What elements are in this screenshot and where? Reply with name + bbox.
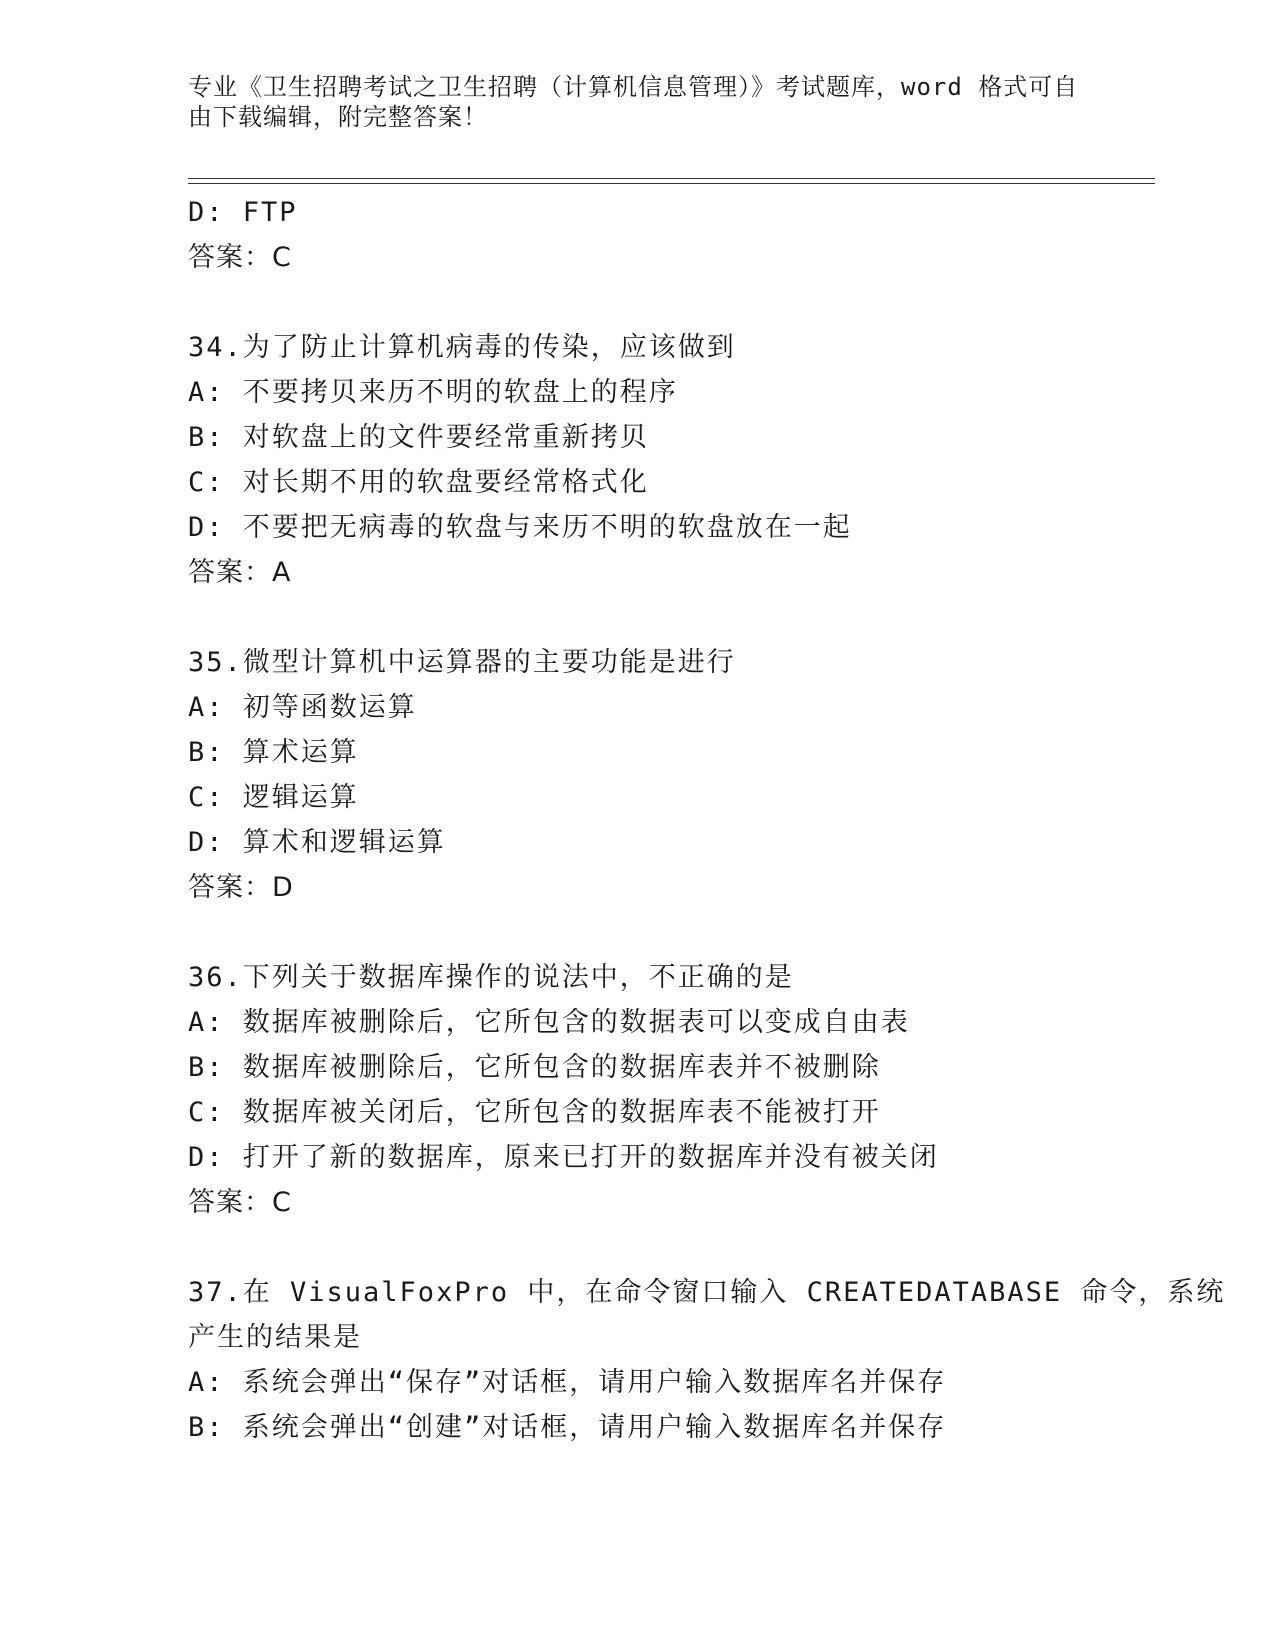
option-a: A: 不要拷贝来历不明的软盘上的程序 bbox=[188, 377, 678, 408]
spacer bbox=[188, 595, 1088, 640]
question-stem: 34.为了防止计算机病毒的传染，应该做到 bbox=[188, 332, 736, 363]
question-content bbox=[188, 190, 1226, 1450]
option-d: D: 打开了新的数据库，原来已打开的数据库并没有被关闭 bbox=[188, 1142, 939, 1173]
header-line-1: 专业《卫生招聘考试之卫生招聘（计算机信息管理）》考试题库，word 格式可自 bbox=[188, 73, 1079, 101]
header-rule-top bbox=[188, 178, 1155, 179]
header-line-2: 由下载编辑，附完整答案！ bbox=[188, 103, 488, 131]
option-c: C: 数据库被关闭后，它所包含的数据库表不能被打开 bbox=[188, 1097, 881, 1128]
question-stem: 36.下列关于数据库操作的说法中，不正确的是 bbox=[188, 962, 794, 993]
option-b: B: 对软盘上的文件要经常重新拷贝 bbox=[188, 422, 649, 453]
option-a: A: 初等函数运算 bbox=[188, 692, 417, 723]
answer-line: 答案：C bbox=[188, 1187, 292, 1218]
spacer bbox=[188, 1225, 1088, 1270]
answer-line: 答案：D bbox=[188, 872, 294, 903]
option-d: D: 不要把无病毒的软盘与来历不明的软盘放在一起 bbox=[188, 512, 852, 543]
question-33-tail bbox=[188, 190, 1088, 280]
page-header bbox=[188, 72, 1088, 132]
spacer bbox=[188, 280, 1088, 325]
option-d: D: 算术和逻辑运算 bbox=[188, 827, 446, 858]
option-b: B: 系统会弹出“创建”对话框，请用户输入数据库名并保存 bbox=[188, 1412, 947, 1443]
option-a: A: 数据库被删除后，它所包含的数据表可以变成自由表 bbox=[188, 1007, 910, 1038]
option-c: C: 对长期不用的软盘要经常格式化 bbox=[188, 467, 649, 498]
option-c: C: 逻辑运算 bbox=[188, 782, 359, 813]
answer-line: 答案：C bbox=[188, 242, 292, 273]
question-stem-line-1: 37.在 VisualFoxPro 中，在命令窗口输入 CREATEDATABASE 命令，系统 bbox=[188, 1277, 1226, 1308]
option-b: B: 算术运算 bbox=[188, 737, 359, 768]
question-35 bbox=[188, 640, 1088, 910]
answer-line: 答案：A bbox=[188, 557, 292, 588]
header-rule-bottom bbox=[188, 183, 1155, 184]
option-b: B: 数据库被删除后，它所包含的数据库表并不被删除 bbox=[188, 1052, 881, 1083]
option-a: A: 系统会弹出“保存”对话框，请用户输入数据库名并保存 bbox=[188, 1367, 947, 1398]
question-36 bbox=[188, 955, 1088, 1225]
question-37 bbox=[188, 1270, 1226, 1450]
option-d: D: FTP bbox=[188, 197, 298, 228]
spacer bbox=[188, 910, 1088, 955]
question-stem: 35.微型计算机中运算器的主要功能是进行 bbox=[188, 647, 736, 678]
question-stem-line-2: 产生的结果是 bbox=[188, 1322, 362, 1353]
question-34 bbox=[188, 325, 1088, 595]
